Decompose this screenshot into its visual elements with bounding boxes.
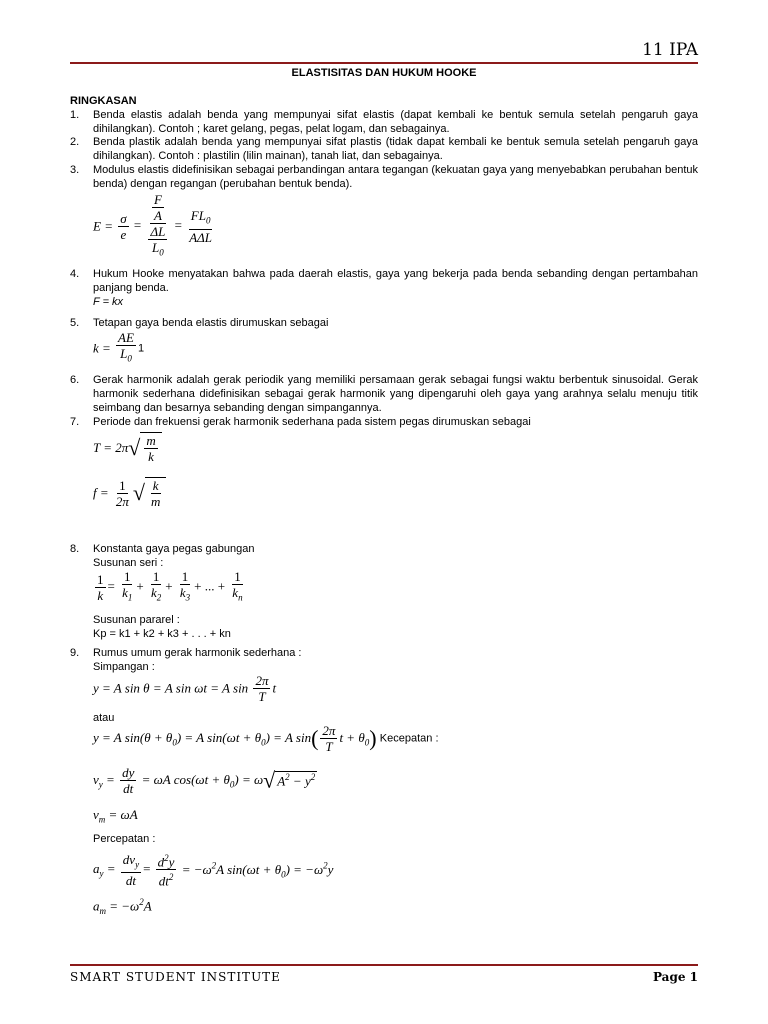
item-text: Tetapan gaya benda elastis dirumuskan sebagai xyxy=(93,317,329,329)
paralel-label: Susunan pararel : xyxy=(93,614,180,626)
item-number: 5. xyxy=(70,317,80,329)
spring-constant-formula: k = $\frac{AE}{L_0}$ 1 xyxy=(93,330,145,364)
item-text: Gerak harmonik adalah gerak periodik yang memiliki persamaan gerak sebagai fungsi waktu berbentuk sinusoidal. Gerak harmonik sederhana didefinisikan sebagai gerak harmonik yang dipengaruhi oleh gaya yang arahnya selalu menuju titik seimbang dan besarnya sebanding dengan simpangannya. xyxy=(93,374,698,414)
list-item xyxy=(70,267,698,295)
acceleration-formula: $a_y$ = $\frac{dv_y}{dt}$ = $\frac{d^2y}{dt^2}$ = $-\omega^2A$ $\sin(\omega t + \theta_0) = -\omega^2y$ xyxy=(93,851,334,889)
kecepatan-label: Kecepatan : xyxy=(379,732,439,745)
frequency-formula: f = $\frac{1}{2\pi}$ √ $\frac{k}{m}$ xyxy=(93,477,166,509)
max-velocity-formula: $v_m = \omega A$ xyxy=(93,807,138,825)
list-item xyxy=(70,163,698,191)
displacement-formula-alt: y = A $\sin(\theta + \theta_0) = A$ $\sin(\omega t + \theta_0) = A$ sin( $\frac{2\pi}{T}$ $t + \theta_0$) Kecepatan : xyxy=(93,723,439,754)
max-acceleration-formula: $a_m = -\omega^2A$ xyxy=(93,897,152,916)
modulus-formula: E = $\frac{\sigma}{e}$ = $\frac{\frac{F}{A}}{\frac{\Delta L}{L_0}}$ = $\frac{FL_0}{\text{AΔL}}$ xyxy=(93,192,213,258)
footer-rule xyxy=(70,964,698,966)
document-title: ELASTISITAS DAN HUKUM HOOKE xyxy=(291,67,477,79)
hooke-formula: F = kx xyxy=(93,296,124,308)
list-item xyxy=(70,135,698,163)
displacement-formula: y = A sin θ = A sin ωt = A sin $\frac{2\pi}{T}$ t xyxy=(93,673,277,704)
item-text: Hukum Hooke menyatakan bahwa pada daerah elastis, gaya yang bekerja pada benda sebanding dengan pertambahan panjang benda. xyxy=(93,268,698,294)
item-text: Periode dan frekuensi gerak harmonik sederhana pada sistem pegas dirumuskan sebagai xyxy=(93,416,531,428)
item-number: 6. xyxy=(70,374,80,386)
section-heading: RINGKASAN xyxy=(70,95,137,107)
item-number: 1. xyxy=(70,109,80,121)
item-text: Modulus elastis didefinisikan sebagai perbandingan antara tegangan (kekuatan gaya yang menyebabkan perubahan bentuk benda) dengan regangan (perubahan bentuk benda). xyxy=(93,164,698,190)
item-text: Konstanta gaya pegas gabungan xyxy=(93,543,255,555)
item-number: 3. xyxy=(70,164,80,176)
k-suffix: 1 xyxy=(137,342,145,355)
item-text: Benda plastik adalah benda yang mempunyai sifat plastis (tidak dapat kembali ke bentuk semula setelah pengaruh gaya dihilangkan). Contoh : plastilin (lilin mainan), tanah liat, dan sebagainya. xyxy=(93,136,698,162)
velocity-formula: $v_y$ = $\frac{dy}{dt}$ = ωA $\cos(\omega t + \theta_0) = \omega√$ $A^2 - y^2$ xyxy=(93,765,316,796)
list-item xyxy=(70,542,698,556)
item-number: 7. xyxy=(70,416,80,428)
paralel-formula: Kp = k1 + k2 + k3 + . . . + kn xyxy=(93,628,231,640)
item-text: Benda elastis adalah benda yang mempunyai sifat elastis (dapat kembali ke bentuk semula setelah pengaruh gaya dihilangkan). Contoh ; karet gelang, pegas, pelat logam, dan sebagainya. xyxy=(93,109,698,135)
list-item xyxy=(70,646,698,660)
class-label: 11 IPA xyxy=(642,40,698,60)
list-item xyxy=(70,316,698,330)
footer-institute: SMART STUDENT INSTITUTE xyxy=(70,970,281,984)
item-number: 2. xyxy=(70,136,80,148)
period-formula: T = 2π√ $\frac{m}{k}$ xyxy=(93,432,162,464)
footer-page: Page 1 xyxy=(652,970,698,984)
percepatan-label: Percepatan : xyxy=(93,833,156,845)
item-number: 4. xyxy=(70,268,80,280)
atau-label: atau xyxy=(93,712,115,724)
series-formula: $\frac{1}{k}$ = $\frac{1}{k_1}$ + $\frac{1}{k_2}$ + $\frac{1}{k_3}$ + ... + $\frac{1}{k_n}$ xyxy=(97,569,243,603)
item-number: 8. xyxy=(70,543,80,555)
list-item xyxy=(70,108,698,136)
simpangan-label: Simpangan : xyxy=(93,661,155,673)
seri-label: Susunan seri : xyxy=(93,557,164,569)
list-item xyxy=(70,373,698,415)
item-number: 9. xyxy=(70,647,80,659)
item-text: Rumus umum gerak harmonik sederhana : xyxy=(93,647,302,659)
header-rule xyxy=(70,62,698,64)
list-item xyxy=(70,415,698,429)
